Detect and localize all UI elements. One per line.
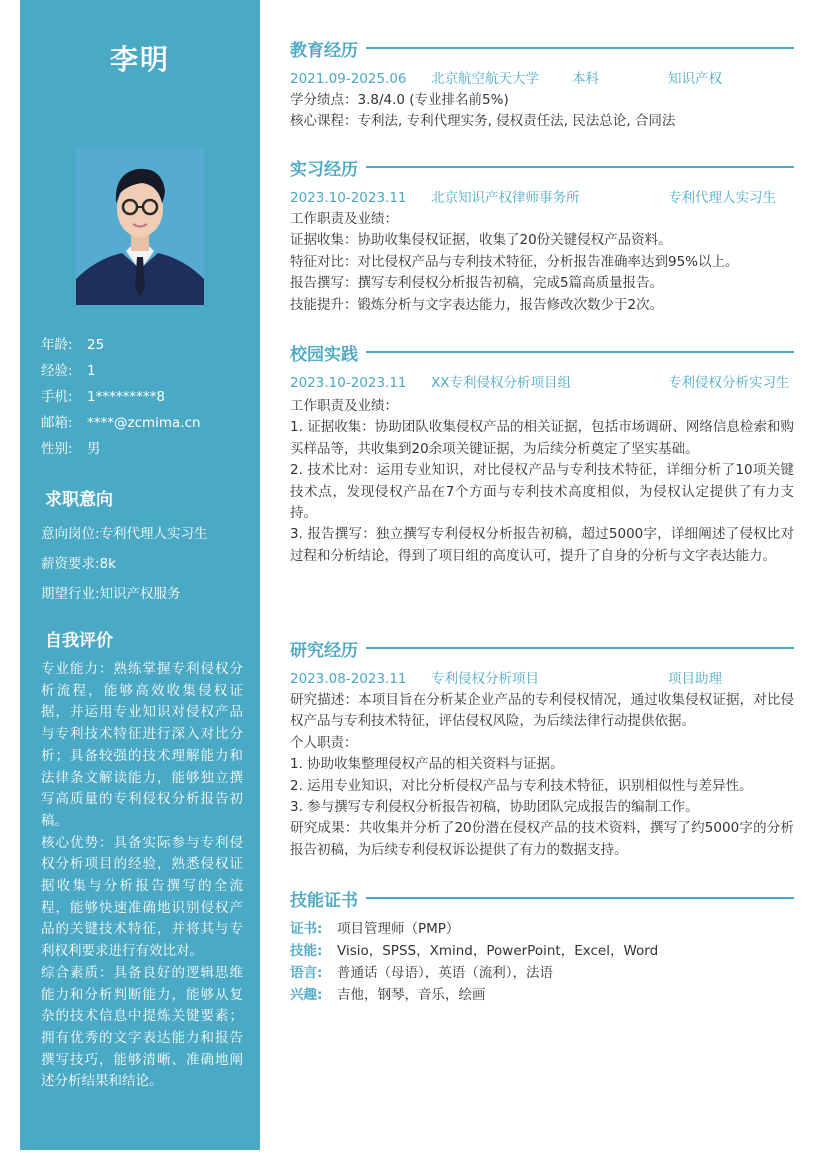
intent-salary: 薪资要求:8k — [41, 556, 116, 572]
research-meta — [290, 668, 794, 690]
candidate-name: 李明 — [109, 43, 170, 76]
skill-certificate: 证书: 项目管理师（PMP） — [290, 921, 460, 937]
section-divider — [366, 647, 794, 649]
campus-role: 专利侵权分析实习生 — [668, 375, 790, 391]
section-header — [290, 36, 794, 60]
basic-info — [41, 335, 201, 465]
section-title: 研究经历 — [290, 640, 358, 661]
internship-meta — [290, 187, 794, 209]
self-eval-paragraph: 核心优势：具备实际参与专利侵权分析项目的经验，熟悉侵权证据收集与分析报告撰写的全流程，能够快速准确地识别侵权产品的关键技术特征，并将其与专利权利要求进行有效比对。 — [41, 834, 243, 960]
education-degree: 本科 — [572, 71, 599, 87]
campus-details: 工作职责及业绩： 1. 证据收集：协助团队收集侵权产品的相关证据，包括市场调研、网络信息检索和购买样品等，共收集到20余项关键证据，为后续分析奠定了坚实基础。 2. 技术比对：运用专业知识，对比侵权产品与专利技术特征，详细分析了10项关键技术点，发现侵权产品在7个方面与专利技术高度相似，为侵权认定提供了有力支持。 3. 报告撰写：独立撰写专利侵权分析报告初稿，超过5000字，详细阐述了侵权比对过程和分析结论，得到了项目组的高度认可，提升了自身的分析与文字表达能力。 — [290, 398, 794, 564]
skill-interests: 兴趣: 吉他，钢琴，音乐，绘画 — [290, 987, 486, 1003]
self-eval-paragraph: 综合素质：具备良好的逻辑思维能力和分析判断能力，能够从复杂的技术信息中提炼关键要素；拥有优秀的文字表达能力和报告撰写技巧，能够清晰、准确地阐述分析结果和结论。 — [41, 964, 243, 1090]
job-intent — [41, 524, 208, 614]
research-project: 专利侵权分析项目 — [431, 671, 539, 687]
section-title: 技能证书 — [290, 890, 358, 911]
intent-position: 意向岗位:专利代理人实习生 — [41, 526, 208, 542]
skill-languages: 语言: 普通话（母语），英语（流利），法语 — [290, 965, 553, 981]
sidebar — [20, 0, 260, 1150]
section-divider — [366, 351, 794, 353]
section-header — [290, 155, 794, 179]
education-meta — [290, 68, 794, 90]
info-gender: 性别: 男 — [41, 441, 101, 457]
section-research — [290, 636, 794, 861]
job-intent-title: 求职意向 — [45, 490, 113, 510]
education-school: 北京航空航天大学 — [431, 71, 539, 87]
info-email: 邮箱: ****@zcmima.cn — [41, 415, 201, 431]
info-phone: 手机: 1*********8 — [41, 389, 165, 405]
section-divider — [366, 47, 794, 49]
section-title: 教育经历 — [290, 40, 358, 61]
info-age: 年龄: 25 — [41, 337, 105, 353]
education-major: 知识产权 — [668, 71, 722, 87]
section-title: 校园实践 — [290, 344, 358, 365]
section-divider — [366, 897, 794, 899]
self-eval-paragraph: 专业能力：熟练掌握专利侵权分析流程，能够高效收集侵权证据，并运用专业知识对侵权产品与专利技术特征进行深入对比分析；具备较强的技术理解能力和法律条文解读能力，能够独立撰写高质量的专利侵权分析报告初稿。 — [41, 661, 243, 829]
section-education — [290, 36, 794, 133]
self-eval-title: 自我评价 — [45, 631, 113, 651]
profile-photo — [76, 147, 204, 305]
section-header — [290, 636, 794, 660]
section-header — [290, 340, 794, 364]
internship-org: 北京知识产权律师事务所 — [431, 190, 580, 206]
intent-industry: 期望行业:知识产权服务 — [41, 586, 181, 602]
internship-role: 专利代理人实习生 — [668, 190, 776, 206]
research-role: 项目助理 — [668, 671, 722, 687]
education-date: 2021.09-2025.06 — [290, 71, 407, 87]
skills-list — [290, 918, 794, 1006]
campus-meta — [290, 372, 794, 394]
campus-date: 2023.10-2023.11 — [290, 375, 407, 391]
person-portrait-icon — [76, 147, 204, 305]
education-details: 学分绩点：3.8/4.0 (专业排名前5%) 核心课程：专利法, 专利代理实务, 侵权责任法, 民法总论, 合同法 — [290, 92, 676, 130]
internship-date: 2023.10-2023.11 — [290, 190, 407, 206]
section-divider — [366, 166, 794, 168]
section-header — [290, 886, 794, 910]
section-campus-practice — [290, 340, 794, 567]
info-experience: 经验: 1 — [41, 363, 96, 379]
campus-org: XX专利侵权分析项目组 — [431, 375, 571, 391]
internship-details: 工作职责及业绩： 证据收集：协助收集侵权证据，收集了20份关键侵权产品资料。 特征对比：对比侵权产品与专利技术特征，分析报告准确率达到95%以上。 报告撰写：撰写专利侵权分析报告初稿，完成5篇高质量报告。 技能提升：锻炼分析与文字表达能力，报告修改次数少于2次。 — [290, 211, 739, 313]
research-details: 研究描述：本项目旨在分析某企业产品的专利侵权情况，通过收集侵权证据，对比侵权产品与专利技术特征，评估侵权风险，为后续法律行动提供依据。 个人职责： 1. 协助收集整理侵权产品的相关资料与证据。 2. 运用专业知识，对比分析侵权产品与专利技术特征，识别相似性与差异性。 3. 参与撰写专利侵权分析报告初稿，协助团队完成报告的编制工作。 研究成果：共收集并分析了20份潜在侵权产品的技术资料，撰写了约5000字的分析报告初稿，为后续专利侵权诉讼提供了有力的数据支持。 — [290, 692, 794, 858]
research-date: 2023.08-2023.11 — [290, 671, 407, 687]
section-title: 实习经历 — [290, 159, 358, 180]
self-evaluation — [41, 659, 243, 1093]
section-internship — [290, 155, 794, 316]
section-skills — [290, 886, 794, 1006]
skill-tools: 技能: Visio，SPSS，Xmind，PowerPoint，Excel，Word — [290, 943, 659, 959]
